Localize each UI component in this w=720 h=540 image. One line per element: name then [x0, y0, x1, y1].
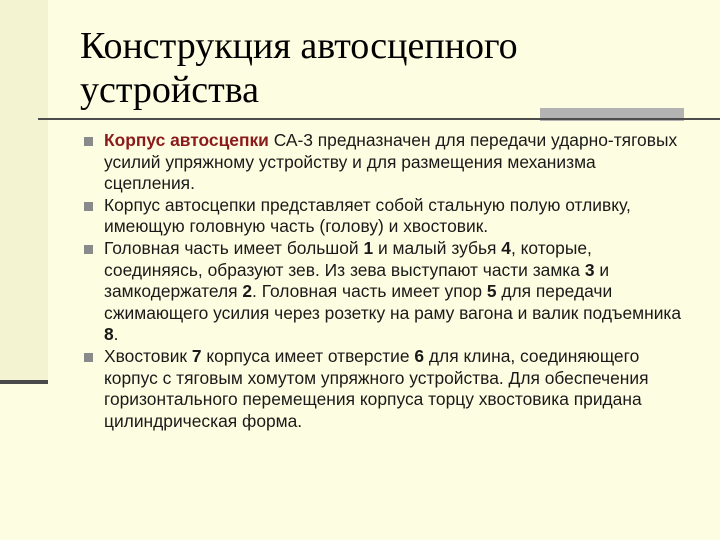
slide-title: Конструкция автосцепного устройства [80, 25, 518, 111]
left-accent-rule [0, 380, 48, 384]
bullet-text: корпуса имеет отверстие [201, 345, 415, 366]
left-accent-band [0, 0, 48, 382]
bullet-lead-term: Корпус автосцепки [104, 130, 269, 150]
square-bullet-icon [84, 137, 93, 146]
bullet-item [84, 130, 684, 195]
bullet-text: . [113, 324, 119, 345]
part-number: 8 [104, 324, 114, 345]
part-number: 4 [501, 237, 511, 258]
bullet-item [84, 346, 684, 432]
part-number: 6 [414, 345, 425, 366]
bullet-text: , которые, соединяясь, образуют зев. Из зева выступают части замка [104, 237, 592, 280]
bullet-text: СА-3 предназначен для передачи ударно-тяговых усилий упряжному устройству и для размещения механизма сцепления. [104, 130, 678, 194]
part-number: 1 [363, 237, 374, 258]
bullet-text: и малый зубья [373, 237, 502, 258]
part-number: 3 [584, 259, 595, 280]
bullet-text: Корпус автосцепки представляет собой стальную полую отливку, имеющую головную часть (голову) и хвостовик. [104, 194, 631, 237]
part-number: 2 [242, 281, 253, 302]
bullet-text: и замкодержателя [104, 259, 610, 302]
title-underline [38, 118, 720, 120]
bullet-text: Головная часть имеет большой [104, 237, 364, 258]
square-bullet-icon [84, 245, 93, 254]
bullet-list [84, 130, 684, 432]
bullet-item [84, 238, 684, 346]
part-number: 5 [486, 281, 497, 302]
square-bullet-icon [84, 202, 93, 211]
bullet-text: для передачи сжимающего усилия через розетку на раму вагона и валик подъемника [104, 281, 682, 323]
square-bullet-icon [84, 353, 93, 362]
part-number: 7 [191, 345, 202, 366]
bullet-item [84, 195, 684, 238]
bullet-text: Хвостовик [104, 345, 192, 366]
bullet-text: . Головная часть имеет упор [252, 281, 487, 302]
bullet-text: для клина, соединяющего корпус с тяговым хомутом упряжного устройства. Для обеспечения горизонтального перемещения корпуса торцу хвостовика придана цилиндрическая форма. [104, 345, 649, 431]
